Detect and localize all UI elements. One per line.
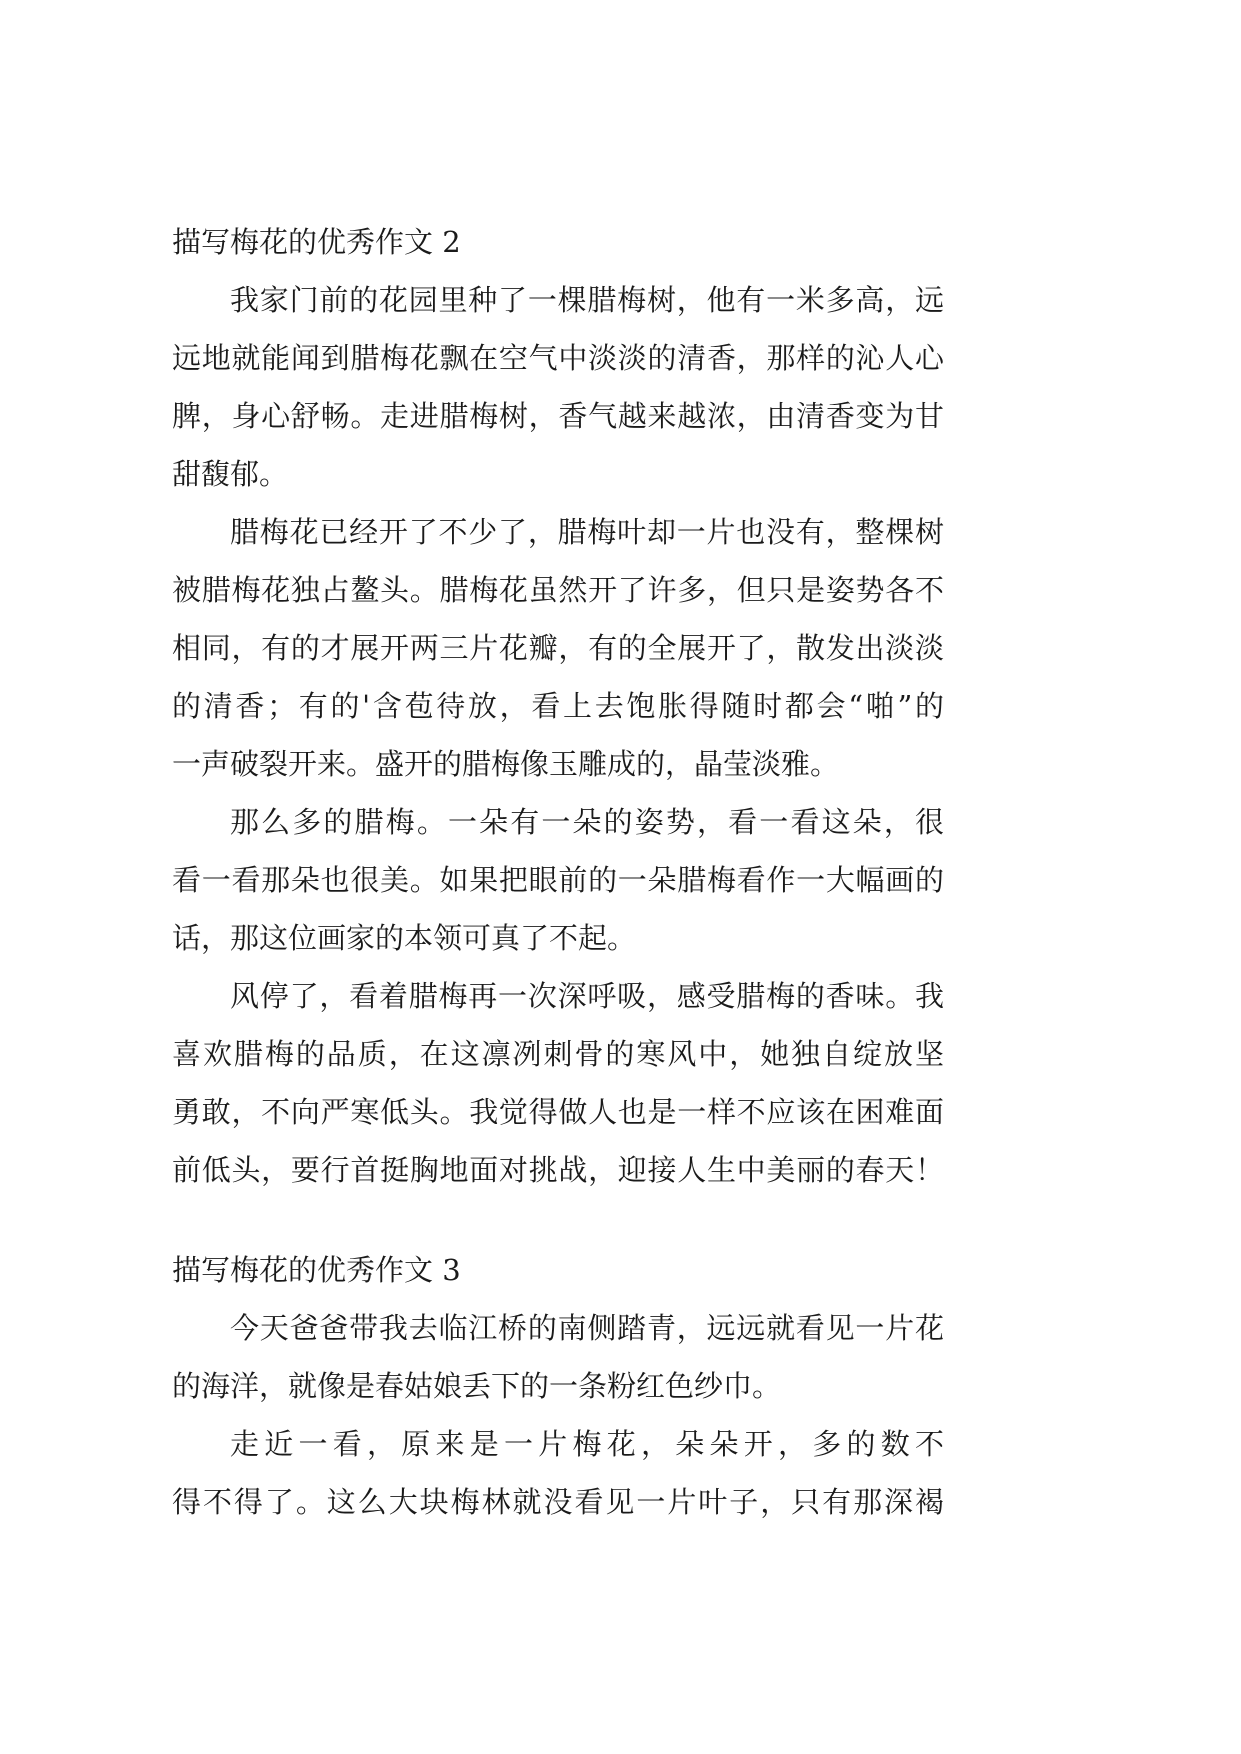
essay-title: 描写梅花的优秀作文 3 <box>172 1253 461 1287</box>
essay-section <box>172 213 944 1199</box>
essay-title: 描写梅花的优秀作文 2 <box>172 225 461 259</box>
paragraph-line: 那么多的腊梅。一朵有一朵的姿势，看一看这朵，很 <box>230 805 944 839</box>
paragraph-line: 脾，身心舒畅。走进腊梅树，香气越来越浓，由清香变为甘 <box>172 399 944 433</box>
paragraph-line: 被腊梅花独占鳌头。腊梅花虽然开了许多，但只是姿势各不 <box>172 573 944 607</box>
paragraph-line: 今天爸爸带我去临江桥的南侧踏青，远远就看见一片花 <box>230 1311 944 1345</box>
paragraph-line: 话，那这位画家的本领可真了不起。 <box>172 921 637 955</box>
paragraph-line: 远地就能闻到腊梅花飘在空气中淡淡的清香，那样的沁人心 <box>172 341 944 375</box>
paragraph-line: 走近一看，原来是一片梅花，朵朵开，多的数不 <box>230 1427 944 1461</box>
paragraph-line: 得不得了。这么大块梅林就没看见一片叶子，只有那深褐 <box>172 1485 944 1519</box>
essay-section <box>172 1241 944 1531</box>
paragraph <box>172 503 944 793</box>
paragraph <box>172 271 944 503</box>
paragraph-line: 勇敢，不向严寒低头。我觉得做人也是一样不应该在困难面 <box>172 1095 944 1129</box>
paragraph-line: 的清香；有的'含苞待放，看上去饱胀得随时都会“啪”的 <box>172 689 944 723</box>
paragraph-line: 看一看那朵也很美。如果把眼前的一朵腊梅看作一大幅画的 <box>172 863 944 897</box>
paragraph-line: 相同，有的才展开两三片花瓣，有的全展开了，散发出淡淡 <box>172 631 944 665</box>
paragraph-line: 前低头，要行首挺胸地面对挑战，迎接人生中美丽的春天！ <box>172 1153 944 1187</box>
paragraph-line: 一声破裂开来。盛开的腊梅像玉雕成的，晶莹淡雅。 <box>172 747 840 781</box>
paragraph <box>172 793 944 967</box>
paragraph-line: 我家门前的花园里种了一棵腊梅树，他有一米多高，远 <box>230 283 944 317</box>
paragraph <box>172 1299 944 1415</box>
paragraph-line: 喜欢腊梅的品质，在这凛冽刺骨的寒风中，她独自绽放坚 <box>172 1037 944 1071</box>
document-page <box>172 213 944 1531</box>
paragraph <box>172 1415 944 1531</box>
paragraph-line: 腊梅花已经开了不少了，腊梅叶却一片也没有，整棵树 <box>230 515 944 549</box>
paragraph <box>172 967 944 1199</box>
paragraph-line: 甜馥郁。 <box>172 457 289 491</box>
paragraph-line: 风停了，看着腊梅再一次深呼吸，感受腊梅的香味。我 <box>230 979 944 1013</box>
paragraph-line: 的海洋，就像是春姑娘丢下的一条粉红色纱巾。 <box>172 1369 782 1403</box>
